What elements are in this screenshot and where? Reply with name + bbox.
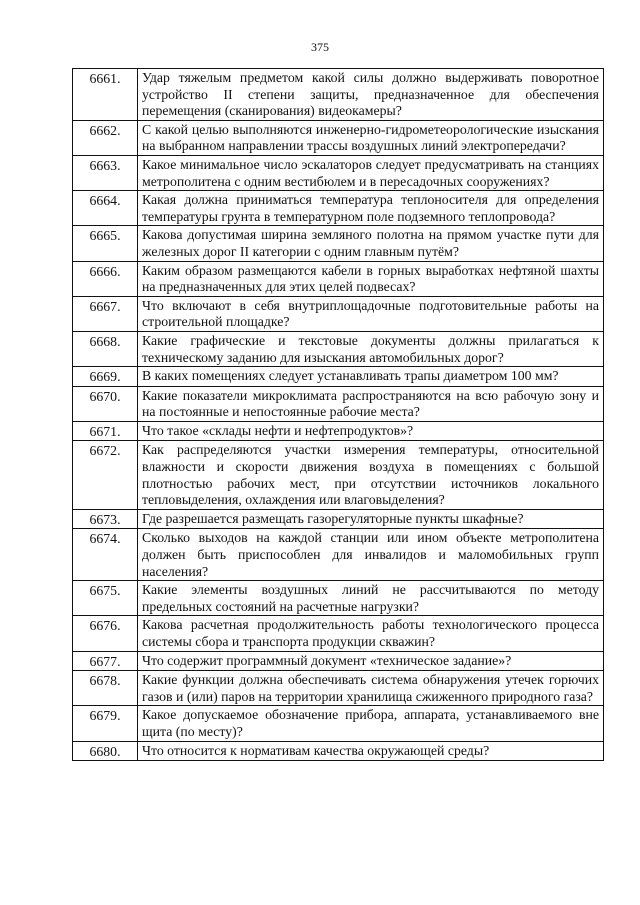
question-row (73, 671, 604, 706)
question-text: Какие элементы воздушных линий не рассчитываются по методу предельных состояний на расчетные нагрузки? (138, 581, 604, 616)
question-number: 6669. (73, 367, 138, 387)
question-number: 6676. (73, 616, 138, 651)
question-text: Как распределяются участки измерения температуры, относительной влажности и скорости движения воздуха в помещениях с большой плотностью рабочих мест, при отсутствии источников локального тепловыделения, охлаждения или влаговыделения? (138, 441, 604, 509)
question-text: Какие функции должна обеспечивать система обнаружения утечек горючих газов и (или) паров на территории хранилища сжиженного природного газа? (138, 671, 604, 706)
question-row (73, 651, 604, 671)
question-row (73, 706, 604, 741)
question-number: 6673. (73, 509, 138, 529)
question-row (73, 421, 604, 441)
question-row (73, 509, 604, 529)
question-row (73, 441, 604, 509)
questions-table (72, 68, 604, 761)
question-text: Какие графические и текстовые документы должны прилагаться к техническому заданию для изыскания автомобильных дорог? (138, 331, 604, 366)
question-row (73, 261, 604, 296)
question-row (73, 367, 604, 387)
question-number: 6672. (73, 441, 138, 509)
question-row (73, 155, 604, 190)
question-text: Какое минимальное число эскалаторов следует предусматривать на станциях метрополитена с одним вестибюлем и в пересадочных сооружениях? (138, 155, 604, 190)
question-number: 6679. (73, 706, 138, 741)
question-number: 6671. (73, 421, 138, 441)
question-number: 6666. (73, 261, 138, 296)
question-text: Что такое «склады нефти и нефтепродуктов»? (138, 421, 604, 441)
question-text: Какова допустимая ширина земляного полотна на прямом участке пути для железных дорог II категории с одним главным путём? (138, 226, 604, 261)
question-number: 6670. (73, 386, 138, 421)
question-row (73, 331, 604, 366)
question-row (73, 386, 604, 421)
question-text: Какова расчетная продолжительность работы технологического процесса системы сбора и транспорта продукции скважин? (138, 616, 604, 651)
question-text: Каким образом размещаются кабели в горных выработках нефтяной шахты на предназначенных для этих целей подвесах? (138, 261, 604, 296)
question-row (73, 529, 604, 581)
question-row (73, 120, 604, 155)
question-text: В каких помещениях следует устанавливать трапы диаметром 100 мм? (138, 367, 604, 387)
question-number: 6663. (73, 155, 138, 190)
question-text: Сколько выходов на каждой станции или ином объекте метрополитена должен быть приспособлен для инвалидов и маломобильных групп населения? (138, 529, 604, 581)
questions-table-body (73, 69, 604, 761)
question-row (73, 741, 604, 761)
question-number: 6678. (73, 671, 138, 706)
question-number: 6674. (73, 529, 138, 581)
question-row (73, 69, 604, 121)
question-row (73, 296, 604, 331)
question-text: С какой целью выполняются инженерно-гидрометеорологические изыскания на выбранном направлении трассы воздушных линий электропередачи? (138, 120, 604, 155)
question-row (73, 191, 604, 226)
question-number: 6667. (73, 296, 138, 331)
question-number: 6675. (73, 581, 138, 616)
question-text: Удар тяжелым предметом какой силы должно выдерживать поворотное устройство II степени защиты, предназначенное для обеспечения перемещения (сканирования) видеокамеры? (138, 69, 604, 121)
question-row (73, 616, 604, 651)
question-row (73, 581, 604, 616)
question-number: 6662. (73, 120, 138, 155)
question-text: Где разрешается размещать газорегуляторные пункты шкафные? (138, 509, 604, 529)
question-number: 6661. (73, 69, 138, 121)
page-number: 375 (311, 40, 329, 54)
question-number: 6668. (73, 331, 138, 366)
question-text: Какие показатели микроклимата распространяются на всю рабочую зону и на постоянные и непостоянные рабочие места? (138, 386, 604, 421)
question-number: 6680. (73, 741, 138, 761)
question-number: 6665. (73, 226, 138, 261)
question-text: Что содержит программный документ «техническое задание»? (138, 651, 604, 671)
question-text: Какое допускаемое обозначение прибора, аппарата, устанавливаемого вне щита (по месту)? (138, 706, 604, 741)
question-number: 6677. (73, 651, 138, 671)
question-text: Какая должна приниматься температура теплоносителя для определения температуры грунта в температурном поле подземного теплопровода? (138, 191, 604, 226)
question-row (73, 226, 604, 261)
question-text: Что включают в себя внутриплощадочные подготовительные работы на строительной площадке? (138, 296, 604, 331)
question-number: 6664. (73, 191, 138, 226)
question-text: Что относится к нормативам качества окружающей среды? (138, 741, 604, 761)
